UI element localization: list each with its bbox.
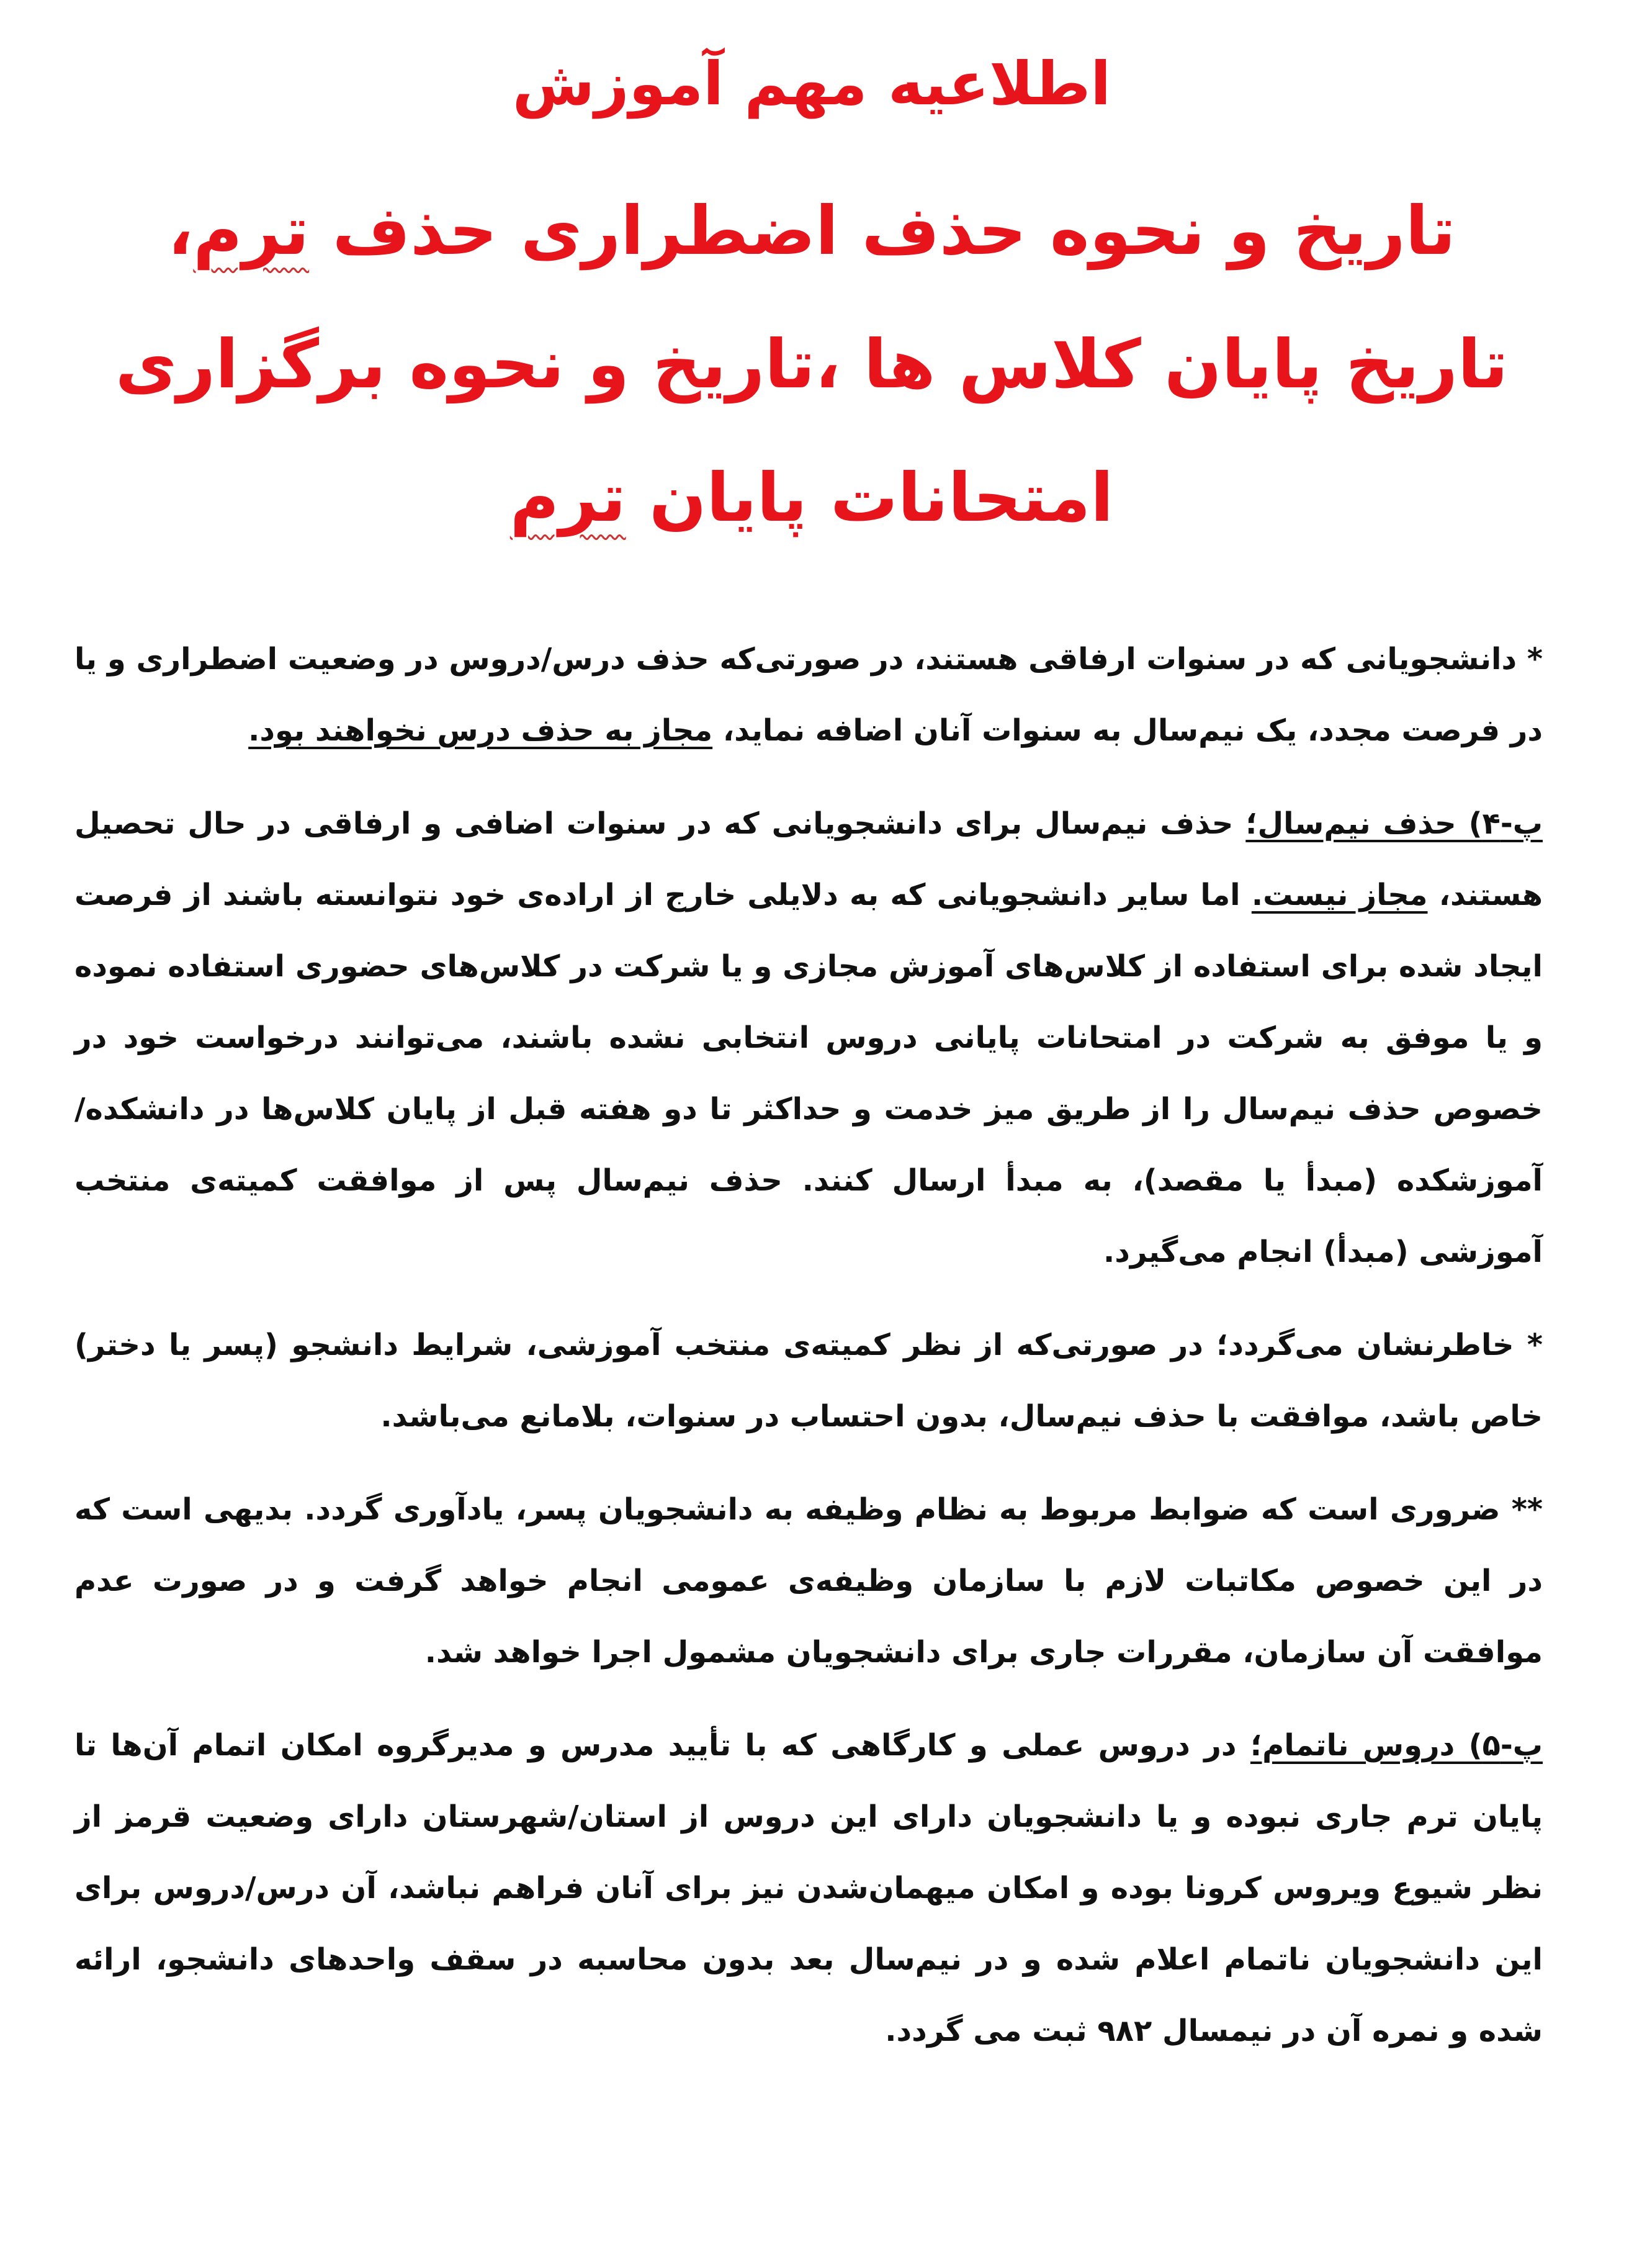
paragraph-emphasis: مجاز به حذف درس نخواهند بود. bbox=[248, 713, 713, 748]
notice-title: اطلاعیه مهم آموزش bbox=[512, 49, 1111, 119]
paragraph-supplementary-years bbox=[74, 624, 1543, 767]
subtitle-part-2: ، تاریخ پایان کلاس ها ،تاریخ و نحوه برگزاری امتحانات پایان bbox=[115, 192, 1509, 537]
paragraph-text: * دانشجویانی که در سنوات ارفاقی هستند، در صورتی‌که حذف درس/دروس در وضعیت اضطراری و یا در فرصت مجدد، یک نیم‌سال به سنوات آنان اضافه نماید، bbox=[74, 642, 1543, 748]
paragraph-semester-withdrawal bbox=[74, 788, 1543, 1288]
paragraph-emphasis: مجاز نیست. bbox=[1251, 878, 1428, 912]
section-label: پ-۵) دروس ناتمام؛ bbox=[1250, 1728, 1543, 1763]
paragraph-military-service bbox=[74, 1474, 1543, 1688]
section-label: پ-۴) حذف نیم‌سال؛ bbox=[1245, 806, 1543, 841]
subtitle-wavy-term-1: ترم bbox=[193, 192, 310, 270]
paragraph-text: ** ضروری است که ضوابط مربوط به نظام وظیفه به دانشجویان پسر، یادآوری گردد. بدیهی است که در این خصوص مکاتبات لازم با سازمان وظیفه‌ی عمومی انجام خواهد گرفت و در صورت عدم موافقت آن سازمان، مقررات جاری برای دانشجویان مشمول اجرا خواهد شد. bbox=[74, 1492, 1543, 1670]
paragraph-reminder bbox=[74, 1310, 1543, 1452]
notice-subtitle bbox=[74, 164, 1549, 565]
paragraph-text-continued: اما سایر دانشجویانی که به دلایلی خارج از اراده‌ی خود نتوانسته باشند از فرصت ایجاد شده برای استفاده از کلاس‌های آموزش مجازی و یا شرکت در کلاس‌های حضوری استفاده نموده و یا موفق به شرکت در امتحانات پایانی دروس انتخابی نشده باشند، می‌توانند درخواست خود در خصوص حذف نیم‌سال را از طریق میز خدمت و حداکثر تا دو هفته قبل از پایان کلاس‌ها در دانشکده/آموزشکده (مبدأ یا مقصد)، به مبدأ ارسال کنند. حذف نیم‌سال پس از موافقت کمیته‌ی منتخب آموزشی (مبدأ) انجام می‌گیرد. bbox=[74, 878, 1543, 1269]
notice-body bbox=[74, 624, 1549, 2067]
subtitle-part-1: تاریخ و نحوه حذف اضطراری حذف bbox=[309, 192, 1456, 270]
paragraph-incomplete-courses bbox=[74, 1710, 1543, 2067]
paragraph-text: * خاطرنشان می‌گردد؛ در صورتی‌که از نظر کمیته‌ی منتخب آموزشی، شرایط دانشجو (پسر یا دختر) خاص باشد، موافقت با حذف نیم‌سال، بدون احتساب در سنوات، بلامانع می‌باشد. bbox=[74, 1328, 1543, 1434]
subtitle-wavy-term-2: ترم bbox=[509, 459, 626, 537]
paragraph-text: در دروس عملی و کارگاهی که با تأیید مدرس و مدیرگروه امکان اتمام آن‌ها تا پایان ترم جاری نبوده و یا دانشجویان دارای این دروس از استان/شهرستان دارای وضعیت قرمز از نظر شیوع ویروس کرونا بوده و امکان میهمان‌شدن نیز برای آنان فراهم نباشد، آن درس/دروس برای این دانشجویان ناتمام اعلام شده و در نیم‌سال بعد بدون محاسبه در سقف واحدهای دانشجو، ارائه شده و نمره آن در نیمسال ۹۸۲ ثبت می گردد. bbox=[74, 1728, 1543, 2048]
paragraph-text: حذف نیم‌سال برای دانشجویانی که در سنوات اضافی و ارفاقی در حال تحصیل هستند، bbox=[74, 806, 1543, 912]
